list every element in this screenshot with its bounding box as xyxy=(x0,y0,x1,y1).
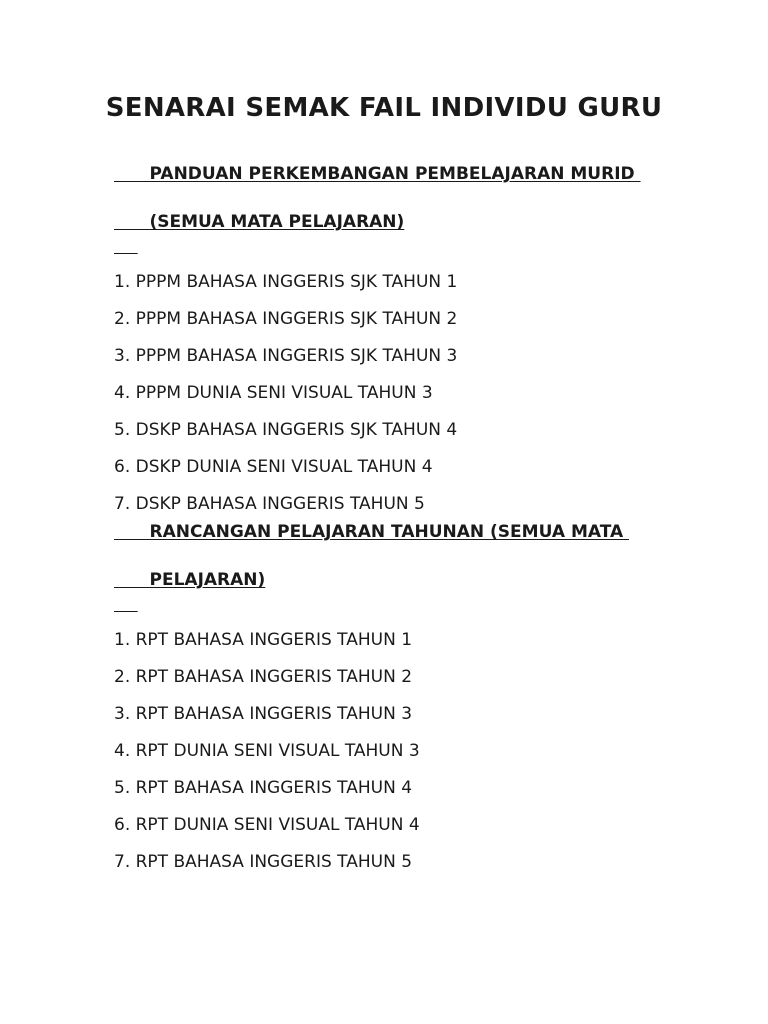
list-item: 2. RPT BAHASA INGGERIS TAHUN 2 xyxy=(114,667,413,687)
section-heading-line-2: (SEMUA MATA PELAJARAN) xyxy=(149,212,405,232)
list-item: 5. DSKP BAHASA INGGERIS SJK TAHUN 4 xyxy=(114,420,458,440)
checklist xyxy=(114,622,674,881)
section-heading xyxy=(114,138,674,258)
list-item: 7. DSKP BAHASA INGGERIS TAHUN 5 xyxy=(114,494,425,514)
list-item: 6. DSKP DUNIA SENI VISUAL TAHUN 4 xyxy=(114,457,433,477)
list-item: 5. RPT BAHASA INGGERIS TAHUN 4 xyxy=(114,778,413,798)
section-heading-line-1: RANCANGAN PELAJARAN TAHUNAN (SEMUA MATA xyxy=(149,522,630,542)
list-item: 1. RPT BAHASA INGGERIS TAHUN 1 xyxy=(114,630,413,650)
document-title: SENARAI SEMAK FAIL INDIVIDU GURU xyxy=(105,93,663,123)
list-item: 3. PPPM BAHASA INGGERIS SJK TAHUN 3 xyxy=(114,346,458,366)
list-item: 2. PPPM BAHASA INGGERIS SJK TAHUN 2 xyxy=(114,309,458,329)
section-heading-line-1: PANDUAN PERKEMBANGAN PEMBELAJARAN MURID xyxy=(149,164,641,184)
section-heading xyxy=(114,496,674,616)
checklist xyxy=(114,264,674,523)
list-item: 4. PPPM DUNIA SENI VISUAL TAHUN 3 xyxy=(114,383,433,403)
section-panduan-perkembangan xyxy=(114,138,674,523)
list-item: 6. RPT DUNIA SENI VISUAL TAHUN 4 xyxy=(114,815,420,835)
list-item: 4. RPT DUNIA SENI VISUAL TAHUN 3 xyxy=(114,741,420,761)
section-rancangan-pelajaran xyxy=(114,496,674,881)
list-item: 7. RPT BAHASA INGGERIS TAHUN 5 xyxy=(114,852,413,872)
section-heading-line-2: PELAJARAN) xyxy=(149,570,266,590)
list-item: 3. RPT BAHASA INGGERIS TAHUN 3 xyxy=(114,704,413,724)
list-item: 1. PPPM BAHASA INGGERIS SJK TAHUN 1 xyxy=(114,272,458,292)
